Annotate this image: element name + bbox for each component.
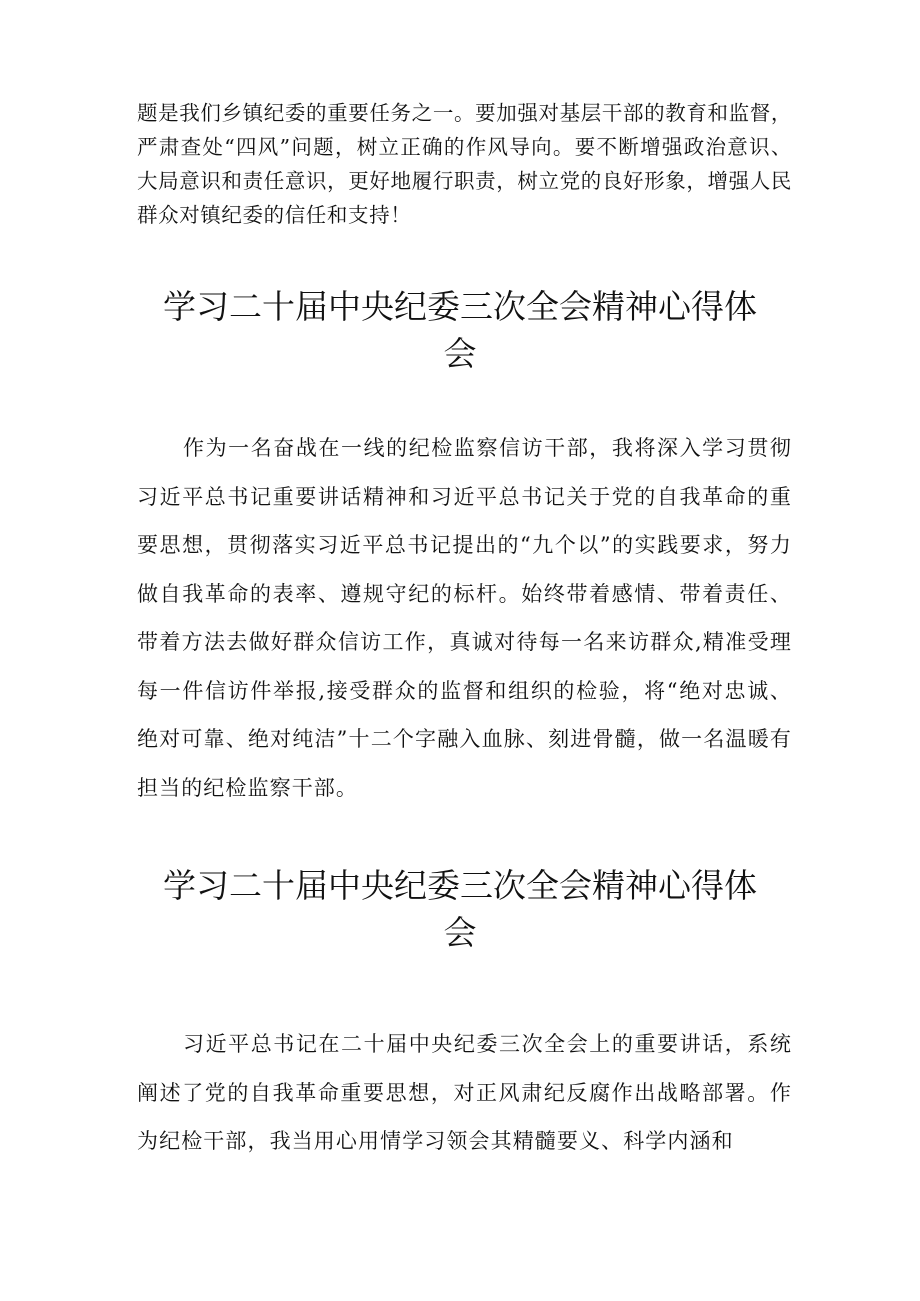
section-paragraph-2: 习近平总书记在二十届中央纪委三次全会上的重要讲话，系统阐述了党的自我革命重要思想，对正风肃纪反腐作出战略部署。作为纪检干部，我当用心用情学习领会其精髓要义、科学内涵和 bbox=[137, 1032, 792, 1153]
intro-paragraph: 题是我们乡镇纪委的重要任务之一。要加强对基层干部的教育和监督，严肃查处“四风”问题，树立正确的作风导向。要不断增强政治意识、大局意识和责任意识，更好地履行职责，树立党的良好形象，增强人民群众对镇纪委的信任和支持！ bbox=[137, 101, 792, 227]
section-title-1: 学习二十届中央纪委三次全会精神心得体会 bbox=[163, 287, 757, 373]
section-paragraph-1: 作为一名奋战在一线的纪检监察信访干部，我将深入学习贯彻习近平总书记重要讲话精神和习近平总书记关于党的自我革命的重要思想，贯彻落实习近平总书记提出的“九个以”的实践要求，努力做自我革命的表率、遵规守纪的标杆。始终带着感情、带着责任、带着方法去做好群众信访工作，真诚对待每一名来访群众,精准受理每一件信访件举报,接受群众的监督和组织的检验，将“绝对忠诚、绝对可靠、绝对纯洁”十二个字融入血脉、刻进骨髓，做一名温暖有担当的纪检监察干部。 bbox=[137, 436, 792, 800]
section-title-2: 学习二十届中央纪委三次全会精神心得体会 bbox=[163, 866, 757, 952]
